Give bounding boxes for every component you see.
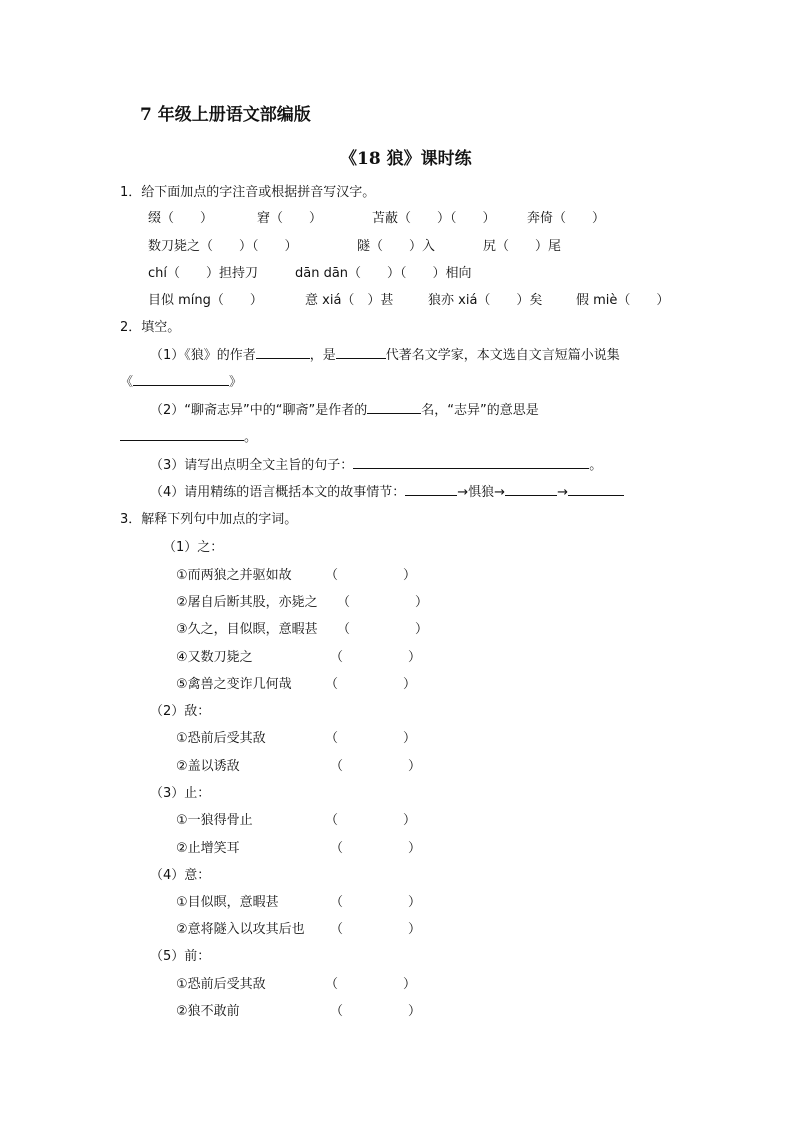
q3-item: ②止增笑耳 <box>176 841 240 856</box>
answer-paren[interactable]: （ ） <box>330 841 422 856</box>
q3-item: ⑤禽兽之变诈几何哉 <box>176 677 292 692</box>
q2-item-3 <box>150 454 602 473</box>
answer-blank[interactable] <box>120 428 244 441</box>
answer-paren[interactable]: （ ） <box>337 595 429 610</box>
answer-paren[interactable]: （ ） <box>325 813 417 828</box>
q1-row4-item: 假 miè（ ） <box>576 293 670 308</box>
q3-item: ②盖以诱敌 <box>176 759 240 774</box>
q3-item: ③久之，目似瞑，意暇甚 <box>176 622 318 637</box>
lesson-title: 《18 狼》课时练 <box>340 149 472 169</box>
q2-p4-text: →惧狼→ <box>457 485 506 500</box>
q3-item: ②狼不敢前 <box>176 1004 240 1019</box>
q2-p1-text: 《 <box>120 375 134 390</box>
q3-group-label: （4）意： <box>150 868 211 883</box>
q2-p1-text: （1）《狼》的作者 <box>150 348 256 363</box>
answer-blank[interactable] <box>256 346 310 359</box>
q2-item-2 <box>150 399 539 418</box>
q3-item: ①目似瞑，意暇甚 <box>176 895 279 910</box>
answer-blank[interactable] <box>405 483 457 496</box>
q2-p4-text: → <box>557 485 568 500</box>
answer-blank[interactable] <box>133 373 229 386</box>
answer-blank[interactable] <box>353 456 589 469</box>
q1-row2-item: 数刀毙之（ ）（ ） <box>148 239 298 254</box>
q1-row1-item: 缀（ ） <box>148 211 214 226</box>
q3-item: ①而两狼之并驱如故 <box>176 568 292 583</box>
q3-item: ①恐前后受其敌 <box>176 977 266 992</box>
q3-item: ④又数刀毙之 <box>176 650 253 665</box>
q2-p2-text: 名，“志异”的意思是 <box>421 403 539 418</box>
q1-row4-item: 目似 míng（ ） <box>148 293 263 308</box>
q2-item-1 <box>150 344 620 363</box>
q2-p1-text: 》 <box>229 375 243 390</box>
q2-heading: 2．填空。 <box>120 320 181 335</box>
q3-group-label: （2）敌： <box>150 704 211 719</box>
q1-row4-item: 狼亦 xiá（ ）矣 <box>428 293 543 308</box>
q3-item: ②意将隧入以攻其后也 <box>176 922 305 937</box>
q1-heading: 1．给下面加点的字注音或根据拼音写汉字。 <box>120 185 376 200</box>
answer-paren[interactable]: （ ） <box>330 650 422 665</box>
answer-paren[interactable]: （ ） <box>330 895 422 910</box>
answer-blank[interactable] <box>505 483 557 496</box>
answer-paren[interactable]: （ ） <box>325 731 417 746</box>
answer-blank[interactable] <box>568 483 624 496</box>
q2-p4-text: （4）请用精练的语言概括本文的故事情节： <box>150 485 406 500</box>
q3-group-label: （3）止： <box>150 786 211 801</box>
q3-heading: 3．解释下列句中加点的字词。 <box>120 512 298 527</box>
q2-item-1-cont <box>120 371 242 390</box>
q1-row1-item: 窘（ ） <box>257 211 323 226</box>
answer-paren[interactable]: （ ） <box>325 568 417 583</box>
answer-paren[interactable]: （ ） <box>325 677 417 692</box>
answer-paren[interactable]: （ ） <box>330 759 422 774</box>
q3-group-label: （1）之： <box>163 540 224 555</box>
answer-paren[interactable]: （ ） <box>337 622 429 637</box>
q1-row2-item: 隧（ ）入 <box>357 239 436 254</box>
q2-p2-text: 。 <box>244 430 258 445</box>
answer-blank[interactable] <box>336 346 386 359</box>
q2-p3-text: （3）请写出点明全文主旨的句子： <box>150 458 354 473</box>
answer-paren[interactable]: （ ） <box>330 922 422 937</box>
answer-paren[interactable]: （ ） <box>330 1004 422 1019</box>
q2-item-2-cont <box>120 426 257 445</box>
grade-title: 7 年级上册语文部编版 <box>140 105 311 125</box>
q1-row3-item: dān dān（ ）（ ）相向 <box>295 266 472 281</box>
q1-row2-item: 尻（ ）尾 <box>483 239 562 254</box>
q3-item: ①恐前后受其敌 <box>176 731 266 746</box>
q2-p2-text: （2）“聊斋志异”中的“聊斋”是作者的 <box>150 403 368 418</box>
q3-item: ①一狼得骨止 <box>176 813 253 828</box>
q3-group-label: （5）前： <box>150 949 211 964</box>
q1-row3-item: chí（ ）担持刀 <box>148 266 258 281</box>
q2-item-4 <box>150 481 624 500</box>
answer-blank[interactable] <box>367 401 421 414</box>
q3-item: ②屠自后断其股，亦毙之 <box>176 595 318 610</box>
q2-p3-text: 。 <box>589 458 603 473</box>
q1-row4-item: 意 xiá（ ）甚 <box>305 293 394 308</box>
q2-p1-text: ，是 <box>309 348 336 363</box>
q1-row1-item: 奔倚（ ） <box>527 211 606 226</box>
answer-paren[interactable]: （ ） <box>325 977 417 992</box>
q1-row1-item: 苫蔽（ ）（ ） <box>372 211 496 226</box>
q2-p1-text: 代著名文学家，本文选自文言短篇小说集 <box>385 348 620 363</box>
